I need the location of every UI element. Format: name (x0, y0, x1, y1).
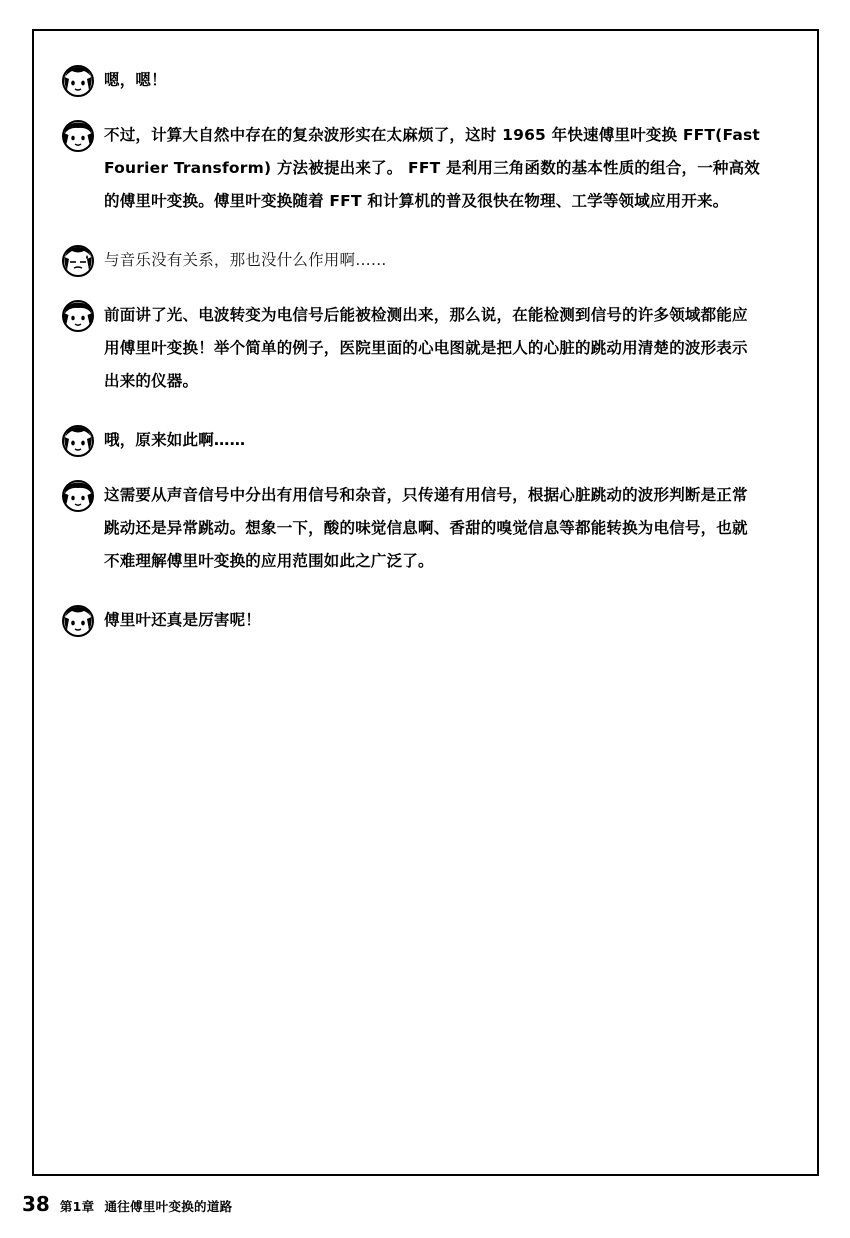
footer-chapter-name: 通往傅里叶变换的道路 (104, 1199, 233, 1214)
dialogue-text: 不过，计算大自然中存在的复杂波形实在太麻烦了，这时 1965 年快速傅里叶变换 FFT(Fast Fourier Transform) 方法被提出来了。 FFT 是利用三角函数的基本性质的组合，一种高效的傅里叶变换。傅里叶变换随着 FFT 和计算机的普及很快在物理、工学等领域应用开来。 (104, 126, 761, 210)
boy-face-icon (62, 480, 94, 512)
footer-chapter-number: 第1章 (59, 1199, 95, 1214)
dialogue-line (62, 424, 762, 457)
dialogue-list (62, 64, 762, 659)
dialogue-text: 前面讲了光、电波转变为电信号后能被检测出来，那么说，在能检测到信号的许多领域都能应用傅里叶变换！举个简单的例子，医院里面的心电图就是把人的心脏的跳动用清楚的波形表示出来的仪器。 (104, 306, 748, 390)
girl-face-icon (62, 65, 94, 97)
dialogue-line (62, 119, 762, 218)
dialogue-line (62, 299, 762, 398)
dialogue-text: 哦，原来如此啊…… (104, 431, 246, 449)
dialogue-line (62, 604, 762, 637)
dialogue-text: 嗯，嗯！ (104, 71, 167, 89)
dialogue-line (62, 244, 762, 277)
girl-sweat-face-icon (62, 245, 94, 277)
footer-chapter-title (60, 1197, 233, 1215)
dialogue-text: 与音乐没有关系，那也没什么作用啊…… (104, 251, 387, 269)
page-border-left (32, 29, 34, 1176)
page-border-top (32, 29, 819, 31)
dialogue-text: 这需要从声音信号中分出有用信号和杂音，只传递有用信号，根据心脏跳动的波形判断是正常跳动还是异常跳动。想象一下，酸的味觉信息啊、香甜的嗅觉信息等都能转换为电信号，也就不难理解傅里叶变换的应用范围如此之广泛了。 (104, 486, 748, 570)
girl-face-icon (62, 425, 94, 457)
dialogue-line (62, 479, 762, 578)
page-border-bottom (32, 1174, 819, 1176)
page-footer (22, 1192, 232, 1216)
page-border-right (817, 29, 819, 1176)
boy-face-icon (62, 120, 94, 152)
page-number: 38 (22, 1192, 50, 1216)
girl-face-icon (62, 605, 94, 637)
boy-face-icon (62, 300, 94, 332)
dialogue-text: 傅里叶还真是厉害呢！ (104, 611, 262, 629)
dialogue-line (62, 64, 762, 97)
